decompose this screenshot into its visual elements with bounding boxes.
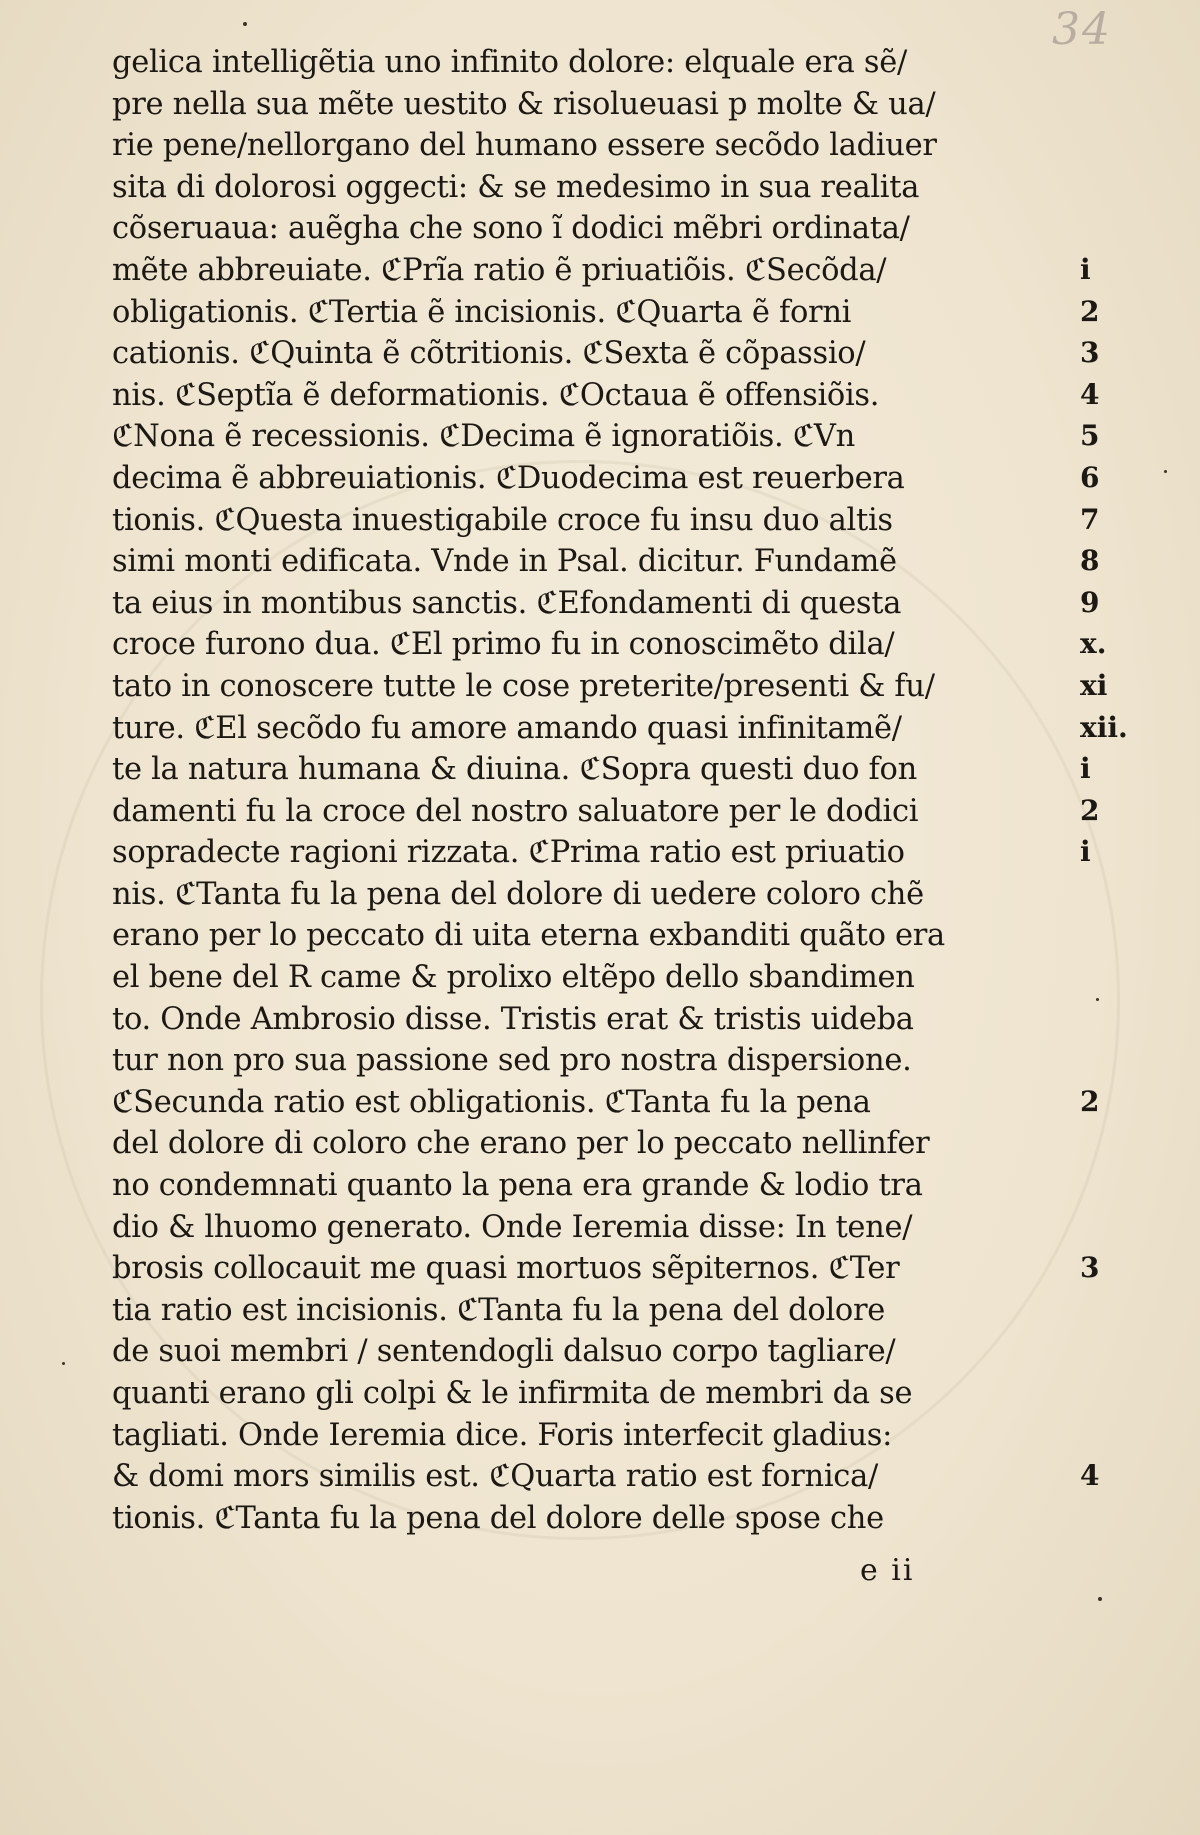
text-line: croce furono dua. ℭEl primo fu in conoscimẽto dila/ xyxy=(112,627,895,663)
margin-number: 4 xyxy=(1080,1459,1100,1493)
margin-number: xi xyxy=(1080,669,1108,702)
text-line: tia ratio est incisionis. ℭTanta fu la pena del dolore xyxy=(112,1292,886,1328)
text-line: & domi mors similis est. ℭQuarta ratio est fornica/ xyxy=(112,1459,878,1495)
text-line: rie pene/nellorgano del humano essere secõdo ladiuer xyxy=(112,128,937,164)
margin-number: i xyxy=(1080,835,1091,869)
margin-number: 2 xyxy=(1080,294,1100,328)
text-line: tagliati. Onde Ieremia dice. Foris interfecit gladius: xyxy=(112,1417,893,1453)
text-block xyxy=(112,42,1012,1539)
text-line: to. Onde Ambrosio disse. Tristis erat & tristis uideba xyxy=(112,1001,914,1037)
text-line: decima ẽ abbreuiationis. ℭDuodecima est reuerbera xyxy=(112,460,905,496)
margin-number: xii. xyxy=(1080,710,1128,744)
margin-number: 9 xyxy=(1080,585,1100,619)
margin-number: i xyxy=(1080,253,1091,286)
text-line: dio & lhuomo generato. Onde Ieremia disse: In tene/ xyxy=(112,1209,913,1245)
text-line: quanti erano gli colpi & le infirmita de membri da se xyxy=(112,1376,913,1411)
text-line: sita di dolorosi oggecti: & se medesimo in sua realita xyxy=(112,169,920,205)
text-line: nis. ℭSeptĩa ẽ deformationis. ℭOctaua ẽ offensiõis. xyxy=(112,377,880,413)
folio-number: 34 xyxy=(1052,4,1112,55)
margin-number: 5 xyxy=(1080,419,1100,453)
ink-speck xyxy=(62,1362,65,1365)
margin-number: 2 xyxy=(1080,793,1100,827)
margin-number: 3 xyxy=(1080,336,1100,370)
margin-number: 2 xyxy=(1080,1085,1100,1118)
ink-speck xyxy=(1164,470,1167,473)
ink-speck xyxy=(1096,998,1099,1001)
text-line: sopradecte ragioni rizzata. ℭPrima ratio est priuatio xyxy=(112,835,905,871)
text-line: te la natura humana & diuina. ℭSopra questi duo fon xyxy=(112,752,917,788)
text-line: erano per lo peccato di uita eterna exbanditi quãto era xyxy=(112,918,945,954)
margin-number: 4 xyxy=(1080,377,1100,411)
margin-number: i xyxy=(1080,752,1091,786)
margin-number: 7 xyxy=(1080,502,1100,536)
text-line: no condemnati quanto la pena era grande & lodio tra xyxy=(112,1168,923,1204)
text-line: del dolore di coloro che erano per lo peccato nellinfer xyxy=(112,1126,930,1162)
text-line: nis. ℭTanta fu la pena del dolore di uedere coloro chẽ xyxy=(112,876,924,912)
margin-number: 8 xyxy=(1080,544,1100,578)
ink-speck xyxy=(243,22,247,26)
signature-mark: e ii xyxy=(860,1553,915,1588)
text-line: tionis. ℭQuesta inuestigabile croce fu insu duo altis xyxy=(112,502,893,538)
text-line: cationis. ℭQuinta ẽ cõtritionis. ℭSexta ẽ cõpassio/ xyxy=(112,336,866,372)
text-line: pre nella sua mẽte uestito & risolueuasi p molte & ua/ xyxy=(112,86,936,122)
margin-number: 6 xyxy=(1080,461,1100,494)
text-line: tato in conoscere tutte le cose preterite/presenti & fu/ xyxy=(112,668,935,704)
text-line: de suoi membri / sentendogli dalsuo corpo tagliare/ xyxy=(112,1334,896,1370)
text-line: ture. ℭEl secõdo fu amore amando quasi infinitamẽ/ xyxy=(112,710,902,746)
text-line: tur non pro sua passione sed pro nostra dispersione. xyxy=(112,1043,912,1079)
margin-number: x. xyxy=(1080,627,1107,661)
text-line: tionis. ℭTanta fu la pena del dolore delle spose che xyxy=(112,1500,884,1536)
text-line: brosis collocauit me quasi mortuos sẽpiternos. ℭTer xyxy=(112,1251,900,1287)
text-line: ta eius in montibus sanctis. ℭEfondamenti di questa xyxy=(112,585,902,621)
ink-speck xyxy=(1098,1597,1102,1601)
text-line: gelica intelligẽtia uno infinito dolore: elquale era sẽ/ xyxy=(112,45,907,80)
text-line: cõseruaua: auẽgha che sono ĩ dodici mẽbri ordinata/ xyxy=(112,211,910,247)
text-line: obligationis. ℭTertia ẽ incisionis. ℭQuarta ẽ forni xyxy=(112,294,852,330)
text-line: ℭNona ẽ recessionis. ℭDecima ẽ ignoratiõis. ℭVn xyxy=(112,419,855,455)
text-line: simi monti edificata. Vnde in Psal. dicitur. Fundamẽ xyxy=(112,544,897,580)
text-line: damenti fu la croce del nostro saluatore per le dodici xyxy=(112,793,919,829)
text-line: mẽte abbreuiate. ℭPrĩa ratio ẽ priuatiõis. ℭSecõda/ xyxy=(112,252,887,288)
margin-number: 3 xyxy=(1080,1251,1100,1285)
text-line: el bene del R came & prolixo eltẽpo dello sbandimen xyxy=(112,960,915,996)
text-line: ℭSecunda ratio est obligationis. ℭTanta fu la pena xyxy=(112,1084,871,1120)
